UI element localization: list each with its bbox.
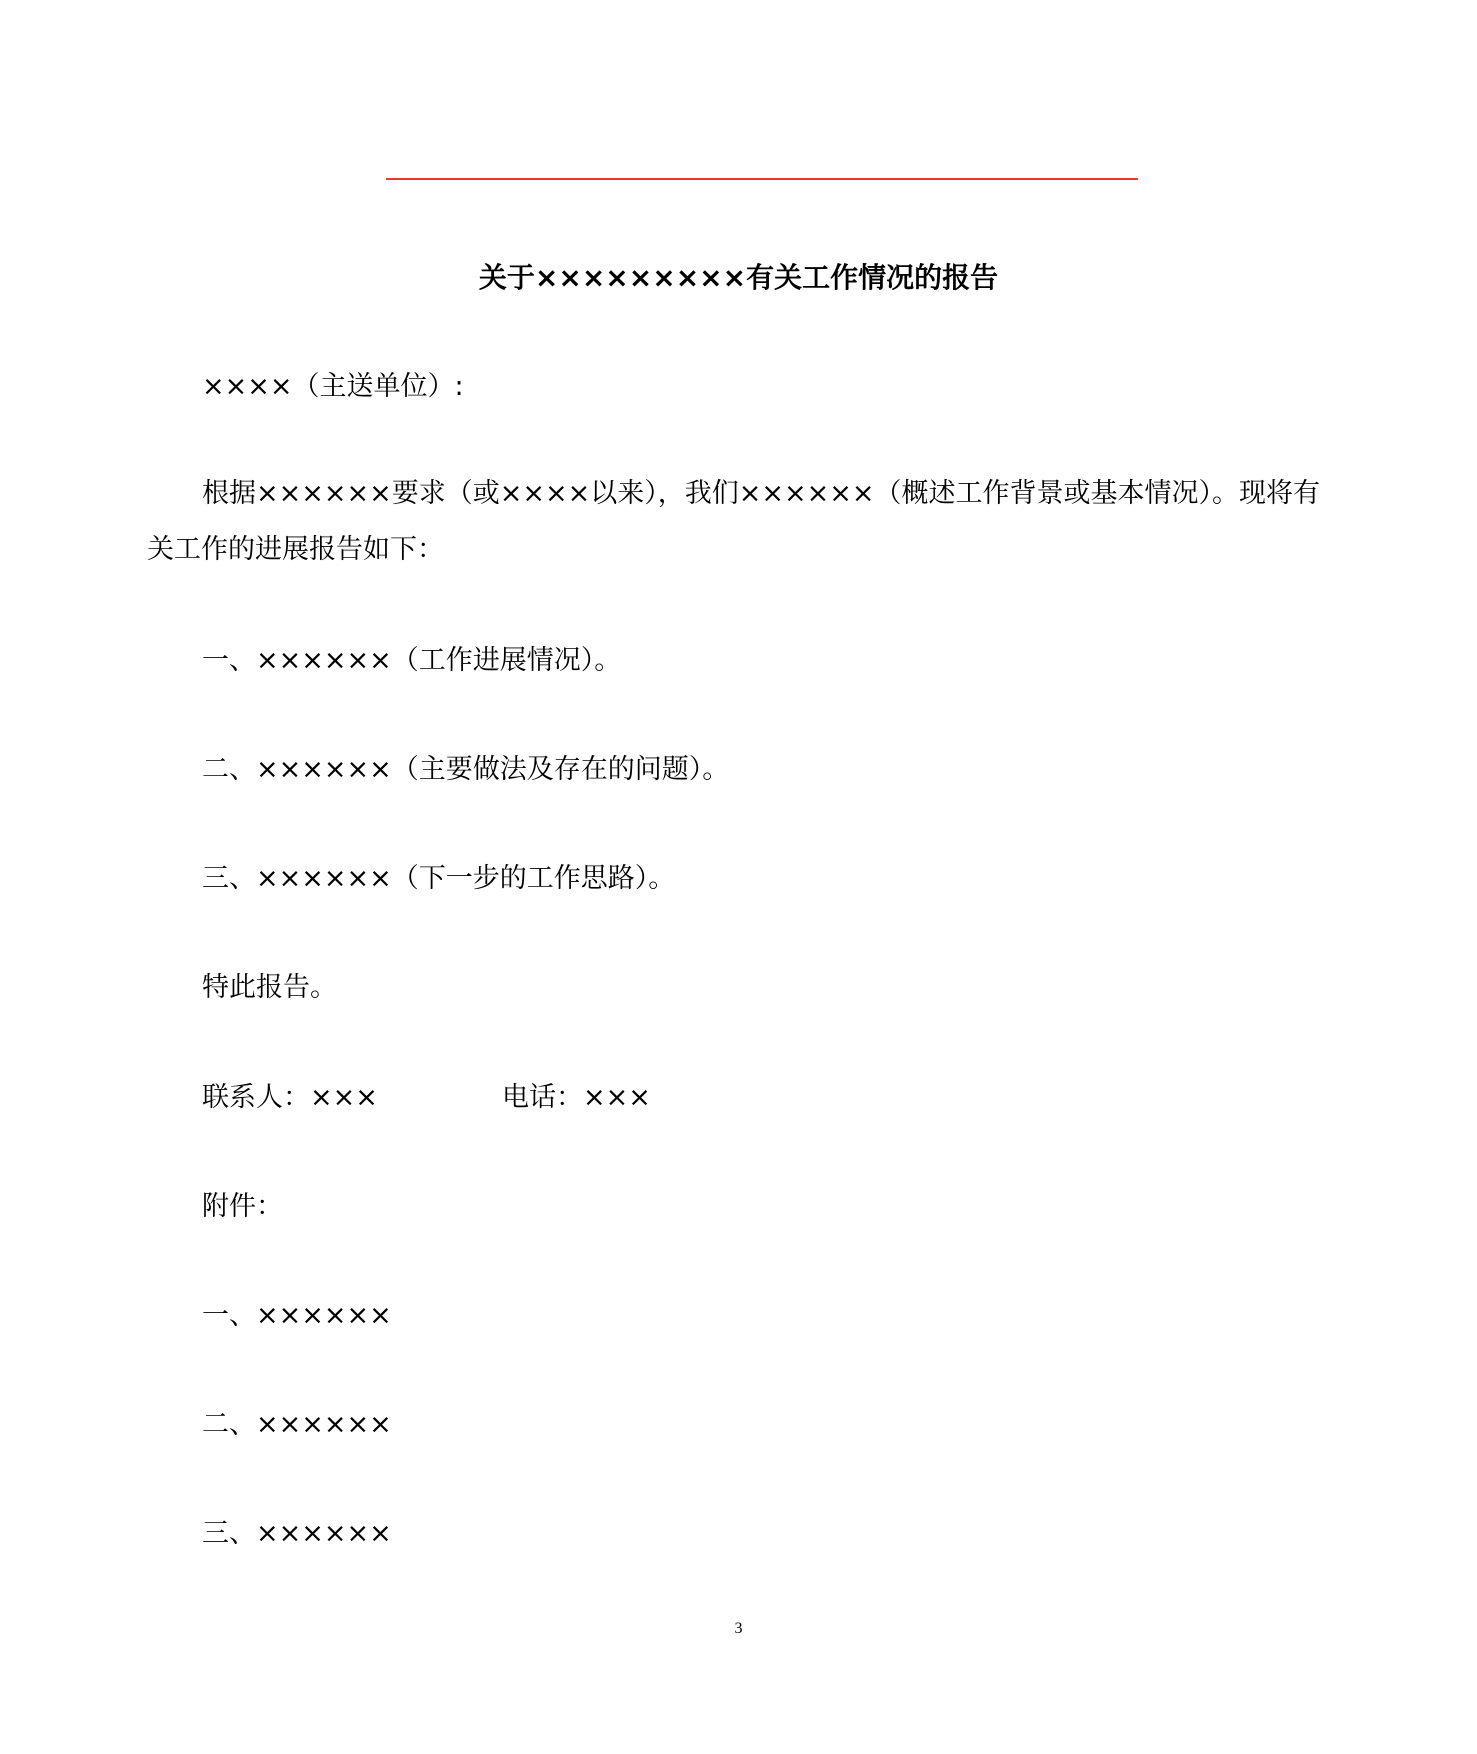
contact-phone: 电话：××× bbox=[502, 1082, 651, 1113]
section-3: 三、××××××（下一步的工作思路）。 bbox=[202, 863, 676, 894]
section-2: 二、××××××（主要做法及存在的问题）。 bbox=[202, 754, 730, 785]
attachments-label: 附件： bbox=[202, 1191, 283, 1222]
red-header-divider bbox=[386, 178, 1138, 180]
attachment-item-3: 三、×××××× bbox=[202, 1518, 392, 1549]
section-1: 一、××××××（工作进展情况）。 bbox=[202, 645, 622, 676]
intro-paragraph: 根据××××××要求（或××××以来），我们××××××（概述工作背景或基本情况）。现将有关工作的进展报告如下： bbox=[147, 478, 1320, 565]
salutation: ××××（主送单位）: bbox=[202, 371, 464, 402]
document-title: 关于×××××××××有关工作情况的报告 bbox=[478, 261, 999, 294]
contact-person: 联系人：××× bbox=[202, 1082, 378, 1113]
closing-text: 特此报告。 bbox=[202, 972, 337, 1003]
attachment-item-2: 二、×××××× bbox=[202, 1409, 392, 1440]
attachment-item-1: 一、×××××× bbox=[202, 1300, 392, 1331]
page-number: 3 bbox=[734, 1620, 743, 1637]
